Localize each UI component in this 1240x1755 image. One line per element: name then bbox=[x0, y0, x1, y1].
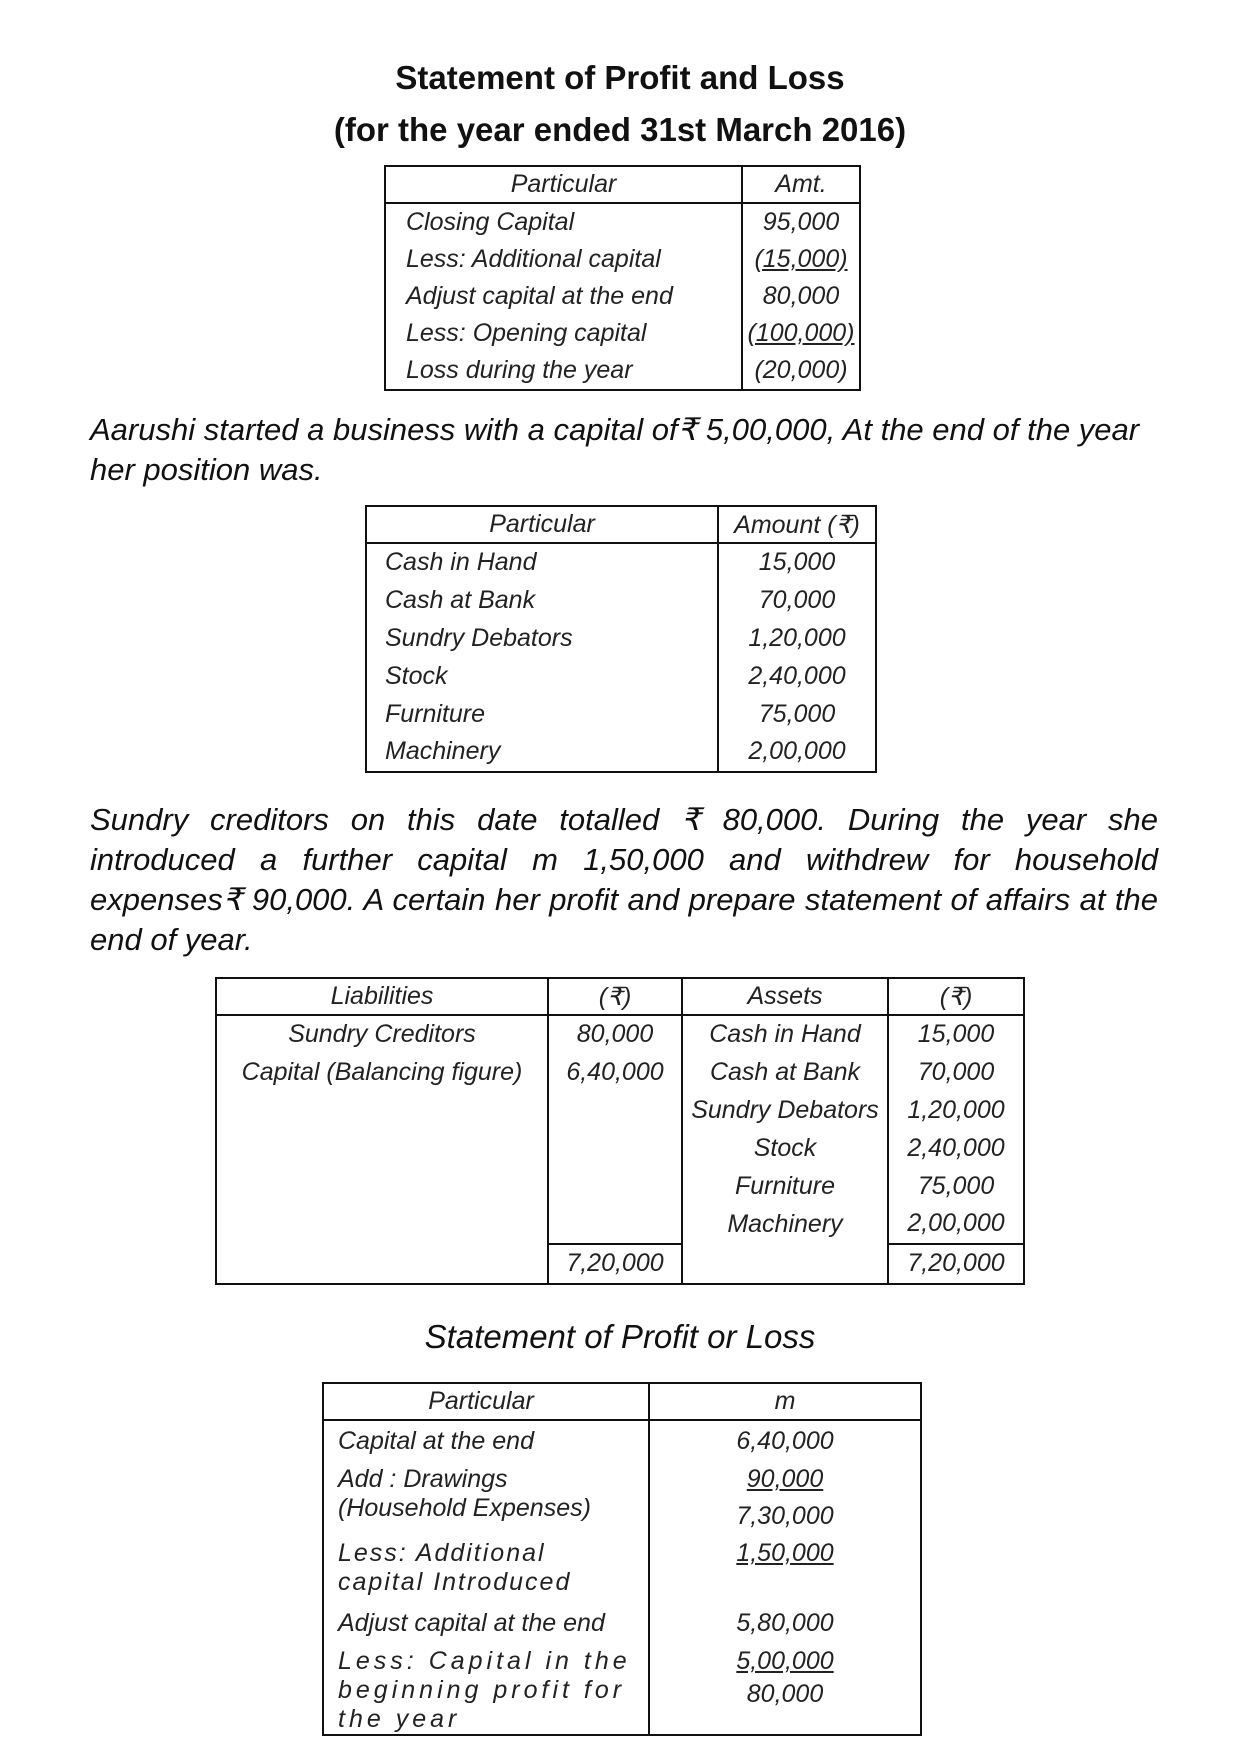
row-label: Closing Capital bbox=[385, 203, 742, 241]
section-title: Statement of Profit or Loss bbox=[424, 1318, 816, 1355]
table-total-row bbox=[216, 1244, 1024, 1284]
liability-amount: 80,000 bbox=[548, 1015, 682, 1054]
table-row bbox=[323, 1461, 921, 1535]
empty-cell bbox=[548, 1205, 682, 1244]
table-header-row bbox=[216, 978, 1024, 1015]
asset-label: Sundry Debators bbox=[682, 1092, 888, 1130]
empty-cell bbox=[548, 1129, 682, 1167]
row-label: Less: Capital in the beginning profit for the year bbox=[323, 1645, 649, 1735]
empty-cell bbox=[216, 1167, 548, 1205]
title-block bbox=[0, 52, 1240, 156]
column-header: Assets bbox=[682, 978, 888, 1015]
row-label: Adjust capital at the end bbox=[323, 1609, 649, 1645]
table-header-row bbox=[366, 506, 876, 543]
amount-text: (15,000) bbox=[754, 245, 848, 273]
empty-cell bbox=[216, 1205, 548, 1244]
asset-label: Cash in Hand bbox=[682, 1015, 888, 1054]
closing-capital-table bbox=[384, 165, 861, 391]
row-amount: 6,40,000 bbox=[736, 1427, 834, 1455]
table-row bbox=[366, 657, 876, 695]
column-header: Particular bbox=[385, 166, 742, 203]
row-label: Loss during the year bbox=[385, 352, 742, 390]
row-amount: 95,000 bbox=[762, 208, 840, 236]
table-row bbox=[216, 1205, 1024, 1244]
empty-cell bbox=[548, 1167, 682, 1205]
asset-label: Machinery bbox=[682, 1205, 888, 1244]
table-row bbox=[366, 733, 876, 772]
asset-label: Stock bbox=[682, 1129, 888, 1167]
table-row bbox=[366, 543, 876, 582]
empty-cell bbox=[548, 1092, 682, 1130]
table-row bbox=[216, 1129, 1024, 1167]
row-amount: 2,40,000 bbox=[748, 661, 846, 690]
amount-result: 80,000 bbox=[746, 1680, 824, 1708]
column-header: (₹) bbox=[888, 978, 1024, 1015]
asset-amount: 1,20,000 bbox=[907, 1095, 1005, 1124]
empty-cell bbox=[682, 1244, 888, 1284]
row-amount bbox=[742, 315, 860, 352]
table-row bbox=[323, 1535, 921, 1609]
table-header-row bbox=[323, 1383, 921, 1420]
page-subtitle: (for the year ended 31st March 2016) bbox=[333, 111, 907, 148]
asset-amount: 75,000 bbox=[917, 1171, 995, 1200]
row-label: Less: Opening capital bbox=[385, 315, 742, 352]
table-row bbox=[366, 620, 876, 658]
row-label: Stock bbox=[366, 657, 718, 695]
profit-or-loss-table bbox=[322, 1382, 922, 1736]
row-amount: 2,00,000 bbox=[748, 737, 846, 766]
table-row bbox=[385, 241, 860, 278]
row-amount: (20,000) bbox=[754, 356, 848, 384]
table-row bbox=[216, 1092, 1024, 1130]
empty-cell bbox=[216, 1129, 548, 1167]
table-row bbox=[323, 1420, 921, 1461]
table-row bbox=[385, 315, 860, 352]
row-label: Machinery bbox=[366, 733, 718, 772]
table-row bbox=[385, 352, 860, 390]
row-amount: 70,000 bbox=[758, 586, 836, 615]
page-title: Statement of Profit and Loss bbox=[395, 59, 845, 96]
amount-subtotal: 7,30,000 bbox=[736, 1502, 834, 1530]
row-label: Capital at the end bbox=[323, 1420, 649, 1461]
table-row bbox=[323, 1609, 921, 1645]
column-header: m bbox=[649, 1383, 921, 1420]
table-row bbox=[366, 695, 876, 733]
row-amount bbox=[649, 1535, 921, 1609]
asset-amount: 2,40,000 bbox=[907, 1133, 1005, 1162]
question-paragraph-2: Sundry creditors on this date totalled ₹ 80,000. During the year she introduced a further capital m 1,50,000 and withdrew for household expenses₹ 90,000. A certain her profit and prepare statement of affairs at the end of year. bbox=[90, 802, 1158, 957]
table-row bbox=[216, 1167, 1024, 1205]
asset-amount: 15,000 bbox=[917, 1020, 995, 1049]
asset-amount: 2,00,000 bbox=[907, 1209, 1005, 1238]
table-header-row bbox=[385, 166, 860, 203]
table-row bbox=[385, 203, 860, 241]
question-paragraph-1: Aarushi started a business with a capital of₹ 5,00,000, At the end of the year her position was. bbox=[90, 412, 1140, 487]
row-amount: 80,000 bbox=[762, 282, 840, 310]
row-label: Cash at Bank bbox=[366, 582, 718, 620]
column-header: Particular bbox=[366, 506, 718, 543]
row-label: Cash in Hand bbox=[366, 543, 718, 582]
statement-of-affairs-table bbox=[215, 977, 1025, 1285]
amount-text: 90,000 bbox=[746, 1465, 824, 1493]
row-label: Furniture bbox=[366, 695, 718, 733]
row-amount: 15,000 bbox=[758, 548, 836, 577]
row-label: Adjust capital at the end bbox=[385, 278, 742, 315]
table-row bbox=[385, 278, 860, 315]
row-label: Sundry Debators bbox=[366, 620, 718, 658]
liability-label: Capital (Balancing figure) bbox=[216, 1054, 548, 1092]
asset-label: Furniture bbox=[682, 1167, 888, 1205]
row-amount bbox=[742, 241, 860, 278]
amount-text: 5,00,000 bbox=[736, 1647, 834, 1675]
liabilities-total: 7,20,000 bbox=[548, 1244, 682, 1284]
row-label: Less: Additional capital Introduced bbox=[323, 1535, 649, 1609]
row-amount: 1,20,000 bbox=[748, 623, 846, 652]
asset-label: Cash at Bank bbox=[682, 1054, 888, 1092]
row-label: Less: Additional capital bbox=[385, 241, 742, 278]
row-amount: 75,000 bbox=[758, 699, 836, 728]
position-table bbox=[365, 505, 877, 773]
row-label: Add : Drawings (Household Expenses) bbox=[323, 1461, 649, 1535]
row-amount bbox=[649, 1461, 921, 1535]
table-row bbox=[216, 1015, 1024, 1054]
empty-cell bbox=[216, 1244, 548, 1284]
liability-label: Sundry Creditors bbox=[216, 1015, 548, 1054]
empty-cell bbox=[216, 1092, 548, 1130]
column-header: Particular bbox=[323, 1383, 649, 1420]
column-header: Amount (₹) bbox=[718, 506, 876, 543]
row-amount: 5,80,000 bbox=[736, 1609, 834, 1637]
amount-text: (100,000) bbox=[747, 319, 855, 347]
table-row bbox=[323, 1645, 921, 1735]
table-row bbox=[366, 582, 876, 620]
table-row bbox=[216, 1054, 1024, 1092]
column-header: Liabilities bbox=[216, 978, 548, 1015]
row-amount bbox=[649, 1645, 921, 1735]
asset-amount: 70,000 bbox=[917, 1058, 995, 1087]
column-header: Amt. bbox=[742, 166, 860, 203]
liability-amount: 6,40,000 bbox=[548, 1054, 682, 1092]
column-header: (₹) bbox=[548, 978, 682, 1015]
assets-total: 7,20,000 bbox=[888, 1244, 1024, 1284]
amount-text: 1,50,000 bbox=[736, 1539, 834, 1567]
